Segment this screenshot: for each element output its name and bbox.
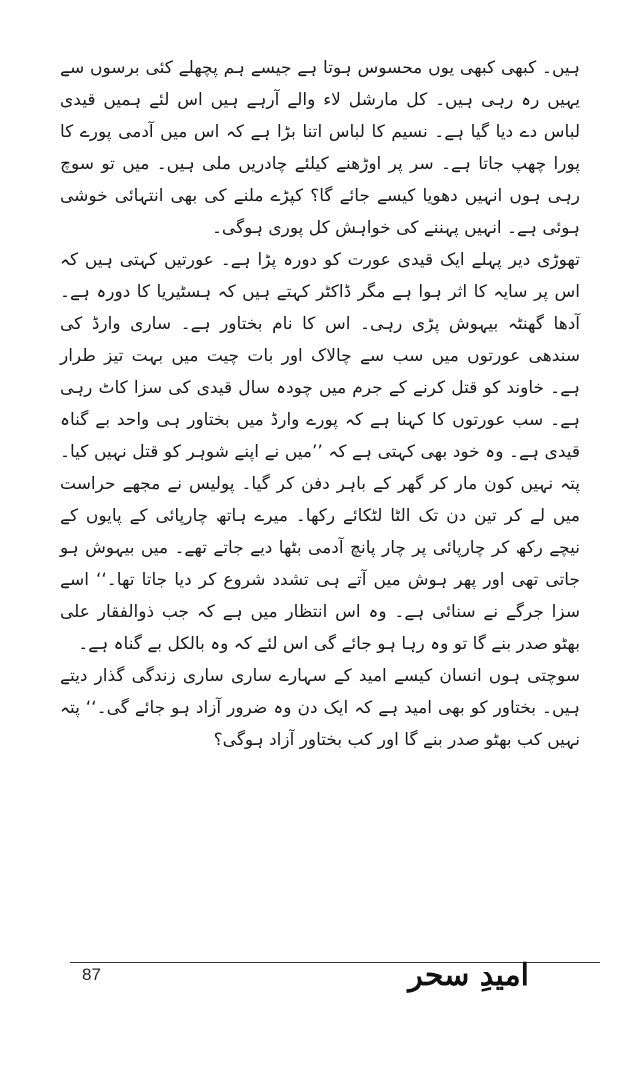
- paragraph-2: تھوڑی دیر پہلے ایک قیدی عورت کو دورہ پڑا ہے۔ عورتیں کہتی ہیں کہ اس پر سایہ کا اثر ہوا ہے مگر ڈاکٹر کہتے ہیں کہ ہسٹیریا کا دورہ ہے۔ آدھا گھنٹہ بیہوش پڑی رہی۔ اس کا نام بختاور ہے۔ ساری وارڈ کی سندھی عورتوں میں سب سے چالاک اور بات چیت میں بہت تیز طرار ہے۔ خاوند کو قتل کرنے کے جرم میں چودہ سال قیدی کی سزا کاٹ رہی ہے۔ سب عورتوں کا کہنا ہے کہ پورے وارڈ میں بختاور ہی واحد بے گناہ قیدی ہے۔ وہ خود بھی کہتی ہے کہ ’’میں نے اپنے شوہر کو قتل نہیں کیا۔ پتہ نہیں کون مار کر گھر کے باہر دفن کر گیا۔ پولیس نے مجھے حراست میں لے کر تین دن تک الٹا لٹکائے رکھا۔ میرے ہاتھ چارپائی کے پایوں کے نیچے رکھ کر چارپائی پر چار پانچ آدمی بٹھا دیے جاتے تھے۔ میں بیہوش ہو جاتی تھی اور پھر ہوش میں آتے ہی تشدد شروع کر دیا جاتا تھا۔‘‘ اسے سزا جرگے نے سنائی ہے۔ وہ اس انتظار میں ہے کہ جب ذوالفقار علی بھٹو صدر بنے گا تو وہ رہا ہو جائے گی اس لئے کہ وہ بالکل بے گناہ ہے۔: [60, 250, 580, 654]
- paragraph-3: سوچتی ہوں انسان کیسے امید کے سہارے ساری ساری زندگی گذار دیتے ہیں۔ بختاور کو بھی امید ہے کہ ایک دن وہ ضرور آزاد ہو جائے گی۔‘‘ پتہ نہیں کب بھٹو صدر بنے گا اور کب بختاور آزاد ہوگی؟: [60, 666, 580, 750]
- page-number: 87: [82, 965, 101, 984]
- paragraph-1: ہیں۔ کبھی کبھی یوں محسوس ہوتا ہے جیسے ہم پچھلے کئی برسوں سے یہیں رہ رہی ہیں۔ کل مارشل لاء والے آرہے ہیں اس لئے ہمیں قیدی لباس دے دیا گیا ہے۔ نسیم کا لباس اتنا بڑا ہے کہ اس میں آدمی پورے کا پورا چھپ جاتا ہے۔ سر پر اوڑھنے کیلئے چادریں ملی ہیں۔ میں تو سوچ رہی ہوں انہیں دھویا کیسے جائے گا؟ کپڑے ملنے کی بھی انتہائی خوشی ہوئی ہے۔ انہیں پہننے کی خواہش کل پوری ہوگی۔: [60, 58, 580, 238]
- book-title: امیدِ سحر: [408, 958, 529, 993]
- body-text: [60, 52, 580, 756]
